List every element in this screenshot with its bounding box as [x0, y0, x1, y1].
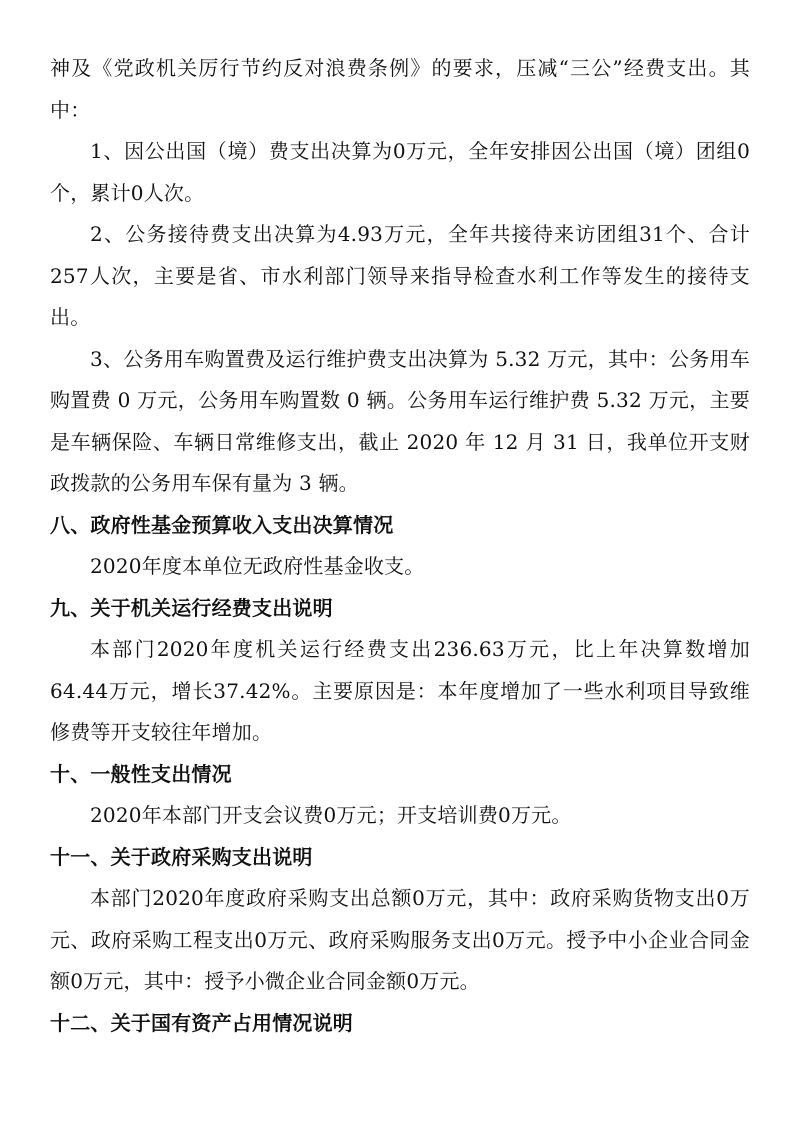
section-11-body: 本部门2020年度政府采购支出总额0万元，其中：政府采购货物支出0万元、政府采购工程支出0万元、政府采购服务支出0万元。授予中小企业合同金额0万元，其中：授予小微企业合同金额0万元。	[50, 886, 750, 993]
item-1-paragraph: 1、因公出国（境）费支出决算为0万元，全年安排因公出国（境）团组0个，累计0人次。	[50, 139, 750, 205]
section-9-heading: 九、关于机关运行经费支出说明	[50, 595, 333, 620]
section-11-heading: 十一、关于政府采购支出说明	[50, 844, 313, 869]
section-10-heading: 十、一般性支出情况	[50, 761, 232, 786]
intro-paragraph: 神及《党政机关厉行节约反对浪费条例》的要求，压减“三公”经费支出。其中：	[50, 56, 750, 122]
section-10-body: 2020年本部门开支会议费0万元；开支培训费0万元。	[90, 803, 572, 827]
item-2-paragraph: 2、公务接待费支出决算为4.93万元，全年共接待来访团组31个、合计257人次，主要是省、市水利部门领导来指导检查水利工作等发生的接待支出。	[50, 222, 750, 329]
section-12-heading: 十二、关于国有资产占用情况说明	[50, 1010, 353, 1035]
section-8-heading: 八、政府性基金预算收入支出决算情况	[50, 512, 394, 537]
section-8-body: 2020年度本单位无政府性基金收支。	[90, 554, 425, 578]
item-3-paragraph: 3、公务用车购置费及运行维护费支出决算为 5.32 万元，其中：公务用车购置费 0 万元，公务用车购置数 0 辆。公务用车运行维护费 5.32 万元，主要是车辆保险、车辆日常维修支出，截止 2020 年 12 月 31 日，我单位开支财政拨款的公务用车保有量为 3 辆。	[50, 346, 750, 495]
section-9-body: 本部门2020年度机关运行经费支出236.63万元，比上年决算数增加64.44万元，增长37.42%。主要原因是：本年度增加了一些水利项目导致维修费等开支较往年增加。	[50, 637, 750, 744]
document-page	[50, 48, 750, 1044]
